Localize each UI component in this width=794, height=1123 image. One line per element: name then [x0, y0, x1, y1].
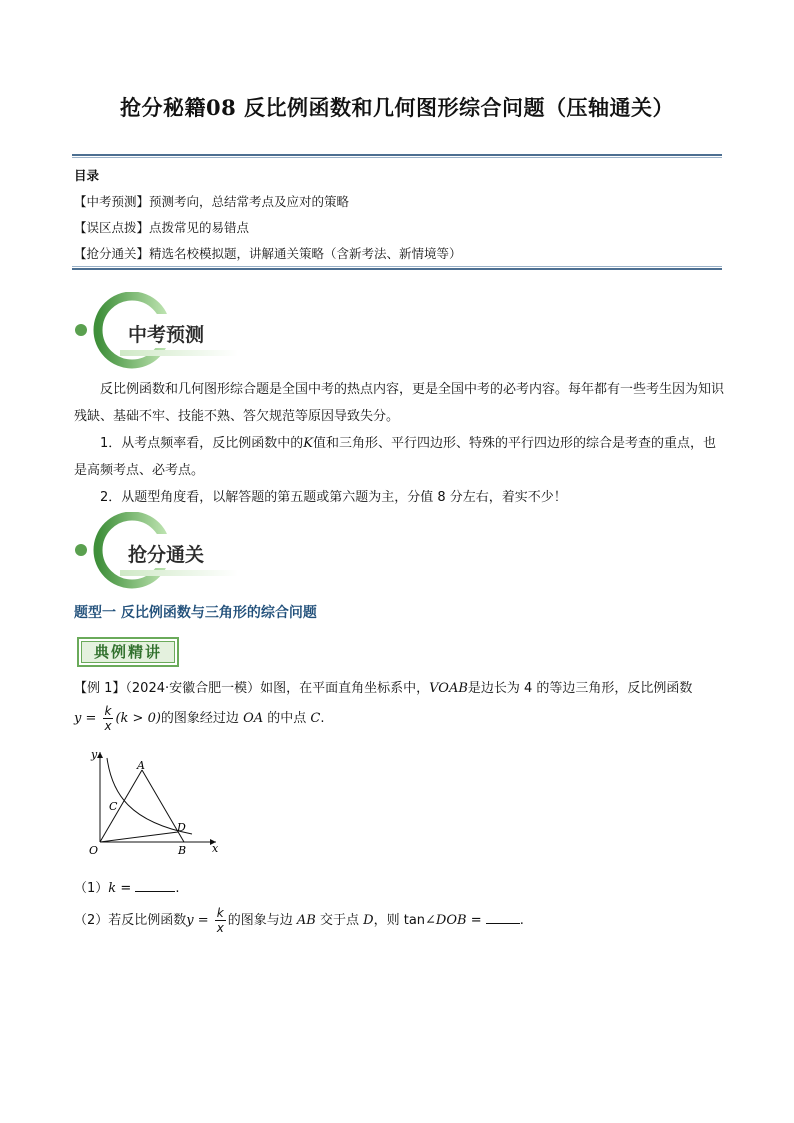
toc-item: 【抢分通关】精选名校模拟题，讲解通关策略（含新考法、新情境等）	[74, 246, 462, 261]
edge-name: OA	[243, 711, 264, 726]
document-title: 抢分秘籍08 反比例函数和几何图形综合问题（压轴通关）	[119, 95, 675, 120]
edge-oa	[100, 770, 142, 842]
q2-eq: =	[470, 913, 482, 928]
intro-paragraph: 反比例函数和几何图形综合题是全国中考的热点内容，更是全国中考的必考内容。每年都有一些考生因为知识残缺、基础不牢、技能不熟、答欠规范等原因导致失分。	[74, 382, 725, 424]
divider-bottom	[72, 268, 722, 270]
q2-d: D	[363, 913, 374, 928]
q2-end: .	[519, 913, 524, 928]
point-1-lead: 1．从考点频率看，反比例函数中的	[100, 436, 304, 451]
k-symbol: K	[303, 436, 313, 451]
problem-type-title: 题型一 反比例函数与三角形的综合问题	[74, 605, 317, 621]
example-formula-line	[74, 704, 325, 740]
formula-tail2: 的中点	[267, 711, 307, 726]
q2-prefix: （2）若反比例函数	[74, 913, 187, 928]
point-1-paragraph	[74, 430, 724, 484]
divider-top	[72, 154, 722, 156]
label-d: D	[177, 821, 186, 834]
formula-y: y =	[74, 711, 97, 726]
divider-bottom-thin	[72, 266, 722, 267]
section-heading-breakthrough: 抢分通关	[128, 544, 205, 566]
formula-end: .	[320, 711, 325, 726]
toc-item: 【中考预测】预测考向，总结常考点及应对的策略	[74, 194, 350, 209]
q1-eq: =	[120, 881, 132, 896]
q1-answer-blank[interactable]	[135, 879, 175, 892]
coordinate-figure	[70, 744, 230, 860]
q2-angle: ∠DOB	[425, 913, 467, 928]
label-c: C	[109, 800, 118, 813]
formula-fraction	[103, 704, 114, 733]
q2-mid2: 交于点	[320, 913, 360, 928]
q1-prefix: （1）	[74, 881, 109, 896]
section-heading-prediction: 中考预测	[128, 324, 205, 346]
question-2	[74, 906, 524, 940]
q2-ab: AB	[296, 913, 316, 928]
example-statement	[74, 677, 692, 696]
example-lead: 【例 1】（2024·安徽合肥一模）如图，在平面直角坐标系中，	[74, 681, 430, 696]
q1-end: .	[175, 881, 180, 896]
label-o: O	[89, 844, 99, 857]
example-mid: 是边长为 4 的等边三角形，反比例函数	[467, 681, 693, 696]
formula-condition: (k > 0)	[115, 711, 161, 726]
q2-numerator: k	[216, 906, 224, 920]
y-axis-arrow	[97, 752, 103, 758]
q2-denominator: x	[216, 921, 224, 935]
question-1	[74, 877, 180, 896]
label-a: A	[137, 759, 145, 772]
q2-mid3: ，则 tan	[373, 913, 426, 928]
triangle-name: VOAB	[429, 681, 468, 696]
divider-top-thin	[72, 157, 722, 158]
q2-mid: 的图象与边	[227, 913, 293, 928]
q2-fraction	[215, 906, 226, 935]
q2-y: y =	[186, 913, 209, 928]
toc-item: 【误区点拨】点拨常见的易错点	[74, 220, 250, 235]
point-name: C	[310, 711, 321, 726]
example-badge: 典例精讲	[77, 637, 179, 667]
q1-k: k	[108, 881, 117, 896]
formula-denominator: x	[104, 719, 112, 733]
point-2-paragraph: 2．从题型角度看，以解答题的第五题或第六题为主，分值 8 分左右，着实不少！	[100, 490, 567, 505]
point-1-rest: 值和三角形、平行四边形、特殊的平行四边形的综合是考查的重点，也是高频考点、必考点。	[74, 436, 717, 478]
formula-tail: 的图象经过边	[160, 711, 239, 726]
toc-heading: 目录	[74, 168, 100, 183]
q2-answer-blank[interactable]	[486, 911, 520, 924]
segment-od	[100, 832, 178, 842]
label-b: B	[178, 844, 187, 857]
label-y: y	[91, 748, 98, 761]
label-x: x	[212, 842, 219, 855]
formula-numerator: k	[104, 704, 112, 718]
